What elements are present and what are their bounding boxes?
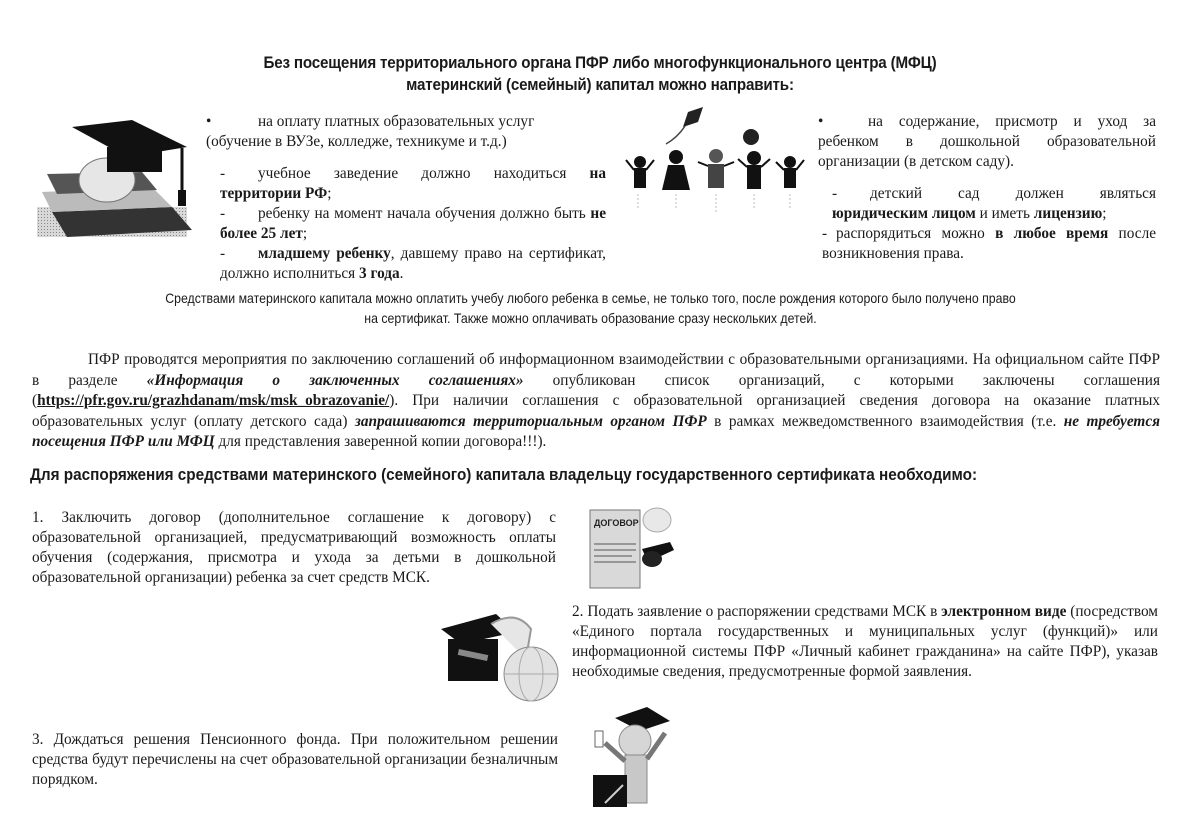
kindergarten-condition-2: - распорядиться можно в любое время после возникновения права. [822, 225, 1156, 262]
section-name: «Информация о заключенных соглашениях» [146, 371, 524, 389]
education-lead: • на оплату платных образовательных услуг [206, 113, 535, 130]
emphasis-requested-by-pfr: запрашиваются территориальным органом ПФР [354, 412, 707, 430]
contract-label: ДОГОВОР [594, 518, 639, 528]
graduate-diploma-icon [585, 703, 680, 813]
kindergarten-block [818, 112, 1156, 264]
emphasis-no-visit: не требуется посещения ПФР или МФЦ [32, 412, 1160, 450]
title-line-2: материнский (семейный) капитал можно направить: [406, 76, 794, 94]
step-2: 2. Подать заявление о распоряжении средствами МСК в электронном виде (посредством «Единого портала государственных и муниципальных услуг (функций)» или информационной системы ПФР «Личный кабинет гражданина» на сайте ПФР), указав необходимые сведения, предусмотренные формой заявления. [572, 603, 1158, 680]
education-condition-2: - ребенку на момент начала обучения должно быть не более 25 лет; [220, 205, 606, 242]
bullet-icon: • [818, 113, 824, 130]
bullet-icon: • [206, 113, 212, 130]
agreements-paragraph: ПФР проводятся мероприятия по заключению соглашений об информационном взаимодействии с образовательными организациями. На официальном сайте ПФР в разделе «Информация о заключенных соглашениях» опубликован список организаций, с которыми заключены соглашения (https://pfr.gov.ru/grazhdanam/msk/msk_obrazovanie/). При наличии соглашения с образовательной организацией сведения договора на оказание платных образовательных услуг (оплату детского сада) запрашиваются территориальным органом ПФР в рамках межведомственного взаимодействия (т.е. не требуется посещения ПФР или МФЦ для представления заверенной копии договора!!!). [32, 351, 1160, 450]
notice-paragraph: Средствами материнского капитала можно оплатить учебу любого ребенка в семье, не только того, после рождения которого было получено право на сертификат. Также можно оплачивать образование сразу нескольких детей. [165, 290, 1016, 326]
kindergarten-lead: • на содержание, присмотр и уход за ребенком в дошкольной образовательной организации (в детском саду). [818, 113, 1156, 170]
children-playing-icon [618, 102, 813, 217]
education-lead-line2: (обучение в ВУЗе, колледже, техникуме и т.д.) [206, 133, 507, 150]
education-condition-3: - младшему ребенку, давшему право на сертификат, должно исполниться 3 года. [220, 245, 606, 282]
graduation-cap-globe-icon [436, 604, 566, 704]
step-3: 3. Дождаться решения Пенсионного фонда. При положительном решении средства будут перечислены на счет образовательной организации безналичным порядком. [32, 731, 558, 788]
education-condition-1: - учебное заведение должно находиться на территории РФ; [220, 165, 606, 202]
kindergarten-condition-1: - детский сад должен являться юридическим лицом и иметь лицензию; [832, 185, 1156, 222]
page-title [186, 52, 1014, 96]
graduation-cap-books-icon [32, 112, 204, 244]
contract-document-icon [582, 504, 682, 594]
step-1: 1. Заключить договор (дополнительное соглашение к договору) с образовательной организацией, предусматривающий возможность оплаты обучения (содержания, присмотра и ухода за детьми в дошкольной образовательной организации) ребенка за счет средств МСК. [32, 509, 556, 586]
title-line-1: Без посещения территориального органа ПФР либо многофункционального центра (МФЦ) [263, 54, 937, 72]
pfr-education-link[interactable]: https://pfr.gov.ru/grazhdanam/msk/msk_obrazovanie/ [37, 392, 390, 409]
education-block [206, 112, 606, 284]
steps-heading: Для распоряжения средствами материнского (семейного) капитала владельцу государственного сертификата необходимо: [30, 465, 978, 484]
